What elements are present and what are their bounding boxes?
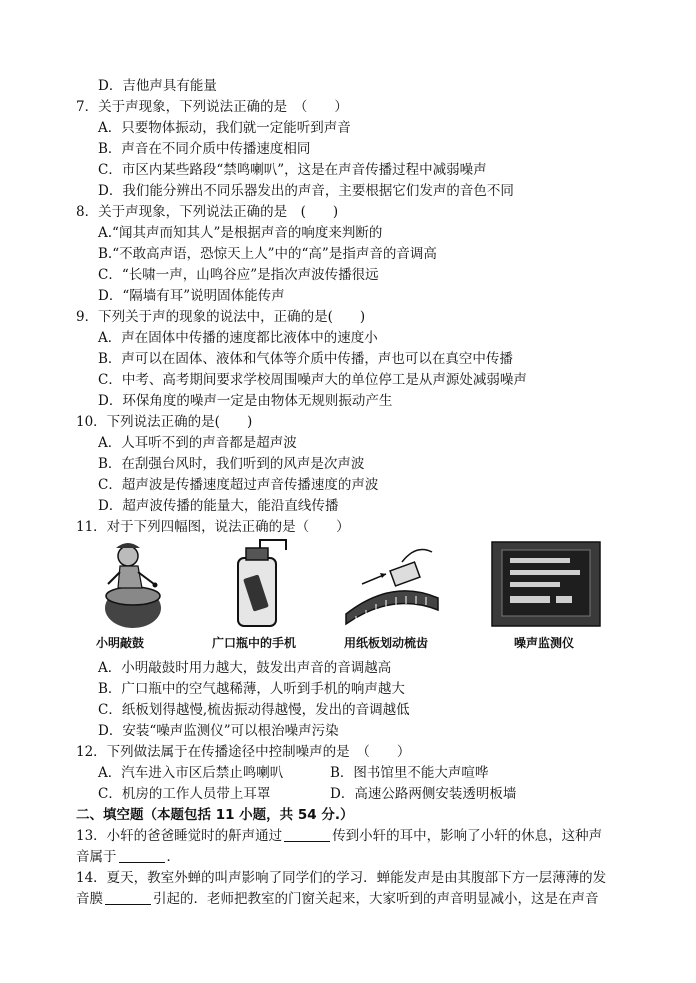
question-13-line-1	[76, 826, 602, 846]
q8-option-d: D．“隔墙有耳”说明固体能传声	[98, 288, 285, 304]
q12-option-a: A．汽车进入市区后禁止鸣喇叭	[98, 765, 284, 781]
q8-option-b: B.“不敢高声语，恐惊天上人”中的“高”是指声音的音调高	[98, 246, 437, 262]
answer-blank[interactable]	[284, 827, 330, 842]
q14-text-1: 音膜	[76, 891, 103, 907]
q6-option-d: D．吉他声具有能量	[98, 78, 217, 94]
answer-blank[interactable]	[105, 890, 151, 905]
question-8: 8．关于声现象，下列说法正确的是 ( )	[76, 204, 339, 220]
figure-drum	[98, 538, 168, 630]
q7-option-c: C．市区内某些路段“禁鸣喇叭”，这是在声音传播过程中减弱噪声	[98, 162, 487, 178]
q10-option-a: A．人耳听不到的声音都是超声波	[98, 435, 297, 451]
question-11: 11．对于下列四幅图，说法正确的是（ ）	[76, 519, 350, 535]
q12-option-b: B．图书馆里不能大声喧哗	[330, 765, 489, 781]
figure-bottle	[230, 538, 290, 630]
section-2-heading: 二、填空题（本题包括 11 小题，共 54 分.）	[76, 807, 354, 823]
q11-option-d: D．安装“噪声监测仪”可以根治噪声污染	[98, 723, 339, 739]
q9-option-b: B．声可以在固体、液体和气体等介质中传播，声也可以在真空中传播	[98, 351, 513, 367]
q10-option-d: D．超声波传播的能量大，能沿直线传播	[98, 498, 339, 514]
q13-text-1: 13．小轩的爸爸睡觉时的鼾声通过	[76, 828, 283, 844]
figure-noise-monitor	[490, 538, 602, 630]
answer-blank[interactable]	[119, 848, 165, 863]
q9-option-a: A．声在固体中传播的速度都比液体中的速度小	[98, 330, 378, 346]
question-13-line-2	[76, 847, 180, 867]
q12-option-d: D．高速公路两侧安装透明板墙	[330, 786, 517, 802]
q13-text-4: ．	[166, 849, 180, 865]
question-14-line-1: 14．夏天，教室外蝉的叫声影响了同学们的学习．蝉能发声是由其腹部下方一层薄薄的发	[76, 870, 607, 886]
caption-bottle: 广口瓶中的手机	[212, 636, 297, 650]
question-9: 9．下列关于声的现象的说法中，正确的是( )	[76, 309, 366, 325]
q10-option-b: B．在刮强台风时，我们听到的风声是次声波	[98, 456, 365, 472]
q7-option-b: B．声音在不同介质中传播速度相同	[98, 141, 311, 157]
caption-comb: 用纸板划动梳齿	[344, 636, 429, 650]
q8-option-a: A.“闻其声而知其人”是根据声音的响度来判断的	[98, 225, 383, 241]
caption-noise-monitor: 噪声监测仪	[514, 636, 575, 650]
figure-comb	[342, 538, 442, 630]
q9-option-c: C．中考、高考期间要求学校周围噪声大的单位停工是从声源处减弱噪声	[98, 372, 527, 388]
q7-option-d: D．我们能分辨出不同乐器发出的声音，主要根据它们发声的音色不同	[98, 183, 514, 199]
q9-option-d: D．环保角度的噪声一定是由物体无规则振动产生	[98, 393, 393, 409]
caption-drum: 小明敲鼓	[96, 636, 145, 650]
question-10: 10．下列说法正确的是( )	[76, 414, 253, 430]
q14-text-2: 引起的．老师把教室的门窗关起来，大家听到的声音明显减小，这是在声音	[153, 891, 599, 907]
q11-option-b: B．广口瓶中的空气越稀薄，人听到手机的响声越大	[98, 681, 405, 697]
q8-option-c: C．“长啸一声，山鸣谷应”是指次声波传播很远	[98, 267, 379, 283]
q13-text-3: 音属于	[76, 849, 117, 865]
q7-option-a: A．只要物体振动，我们就一定能听到声音	[98, 120, 351, 136]
question-12: 12．下列做法属于在传播途径中控制噪声的是 （ ）	[76, 744, 411, 760]
q12-option-c: C．机房的工作人员带上耳罩	[98, 786, 271, 802]
q13-text-2: 传到小轩的耳中，影响了小轩的休息，这种声	[332, 828, 603, 844]
question-7: 7．关于声现象，下列说法正确的是 （ ）	[76, 99, 348, 115]
q11-option-c: C．纸板划得越慢,梳齿振动得越慢，发出的音调越低	[98, 702, 410, 718]
q10-option-c: C．超声波是传播速度超过声音传播速度的声波	[98, 477, 379, 493]
q11-option-a: A．小明敲鼓时用力越大，鼓发出声音的音调越高	[98, 660, 392, 676]
question-14-line-2	[76, 889, 599, 909]
